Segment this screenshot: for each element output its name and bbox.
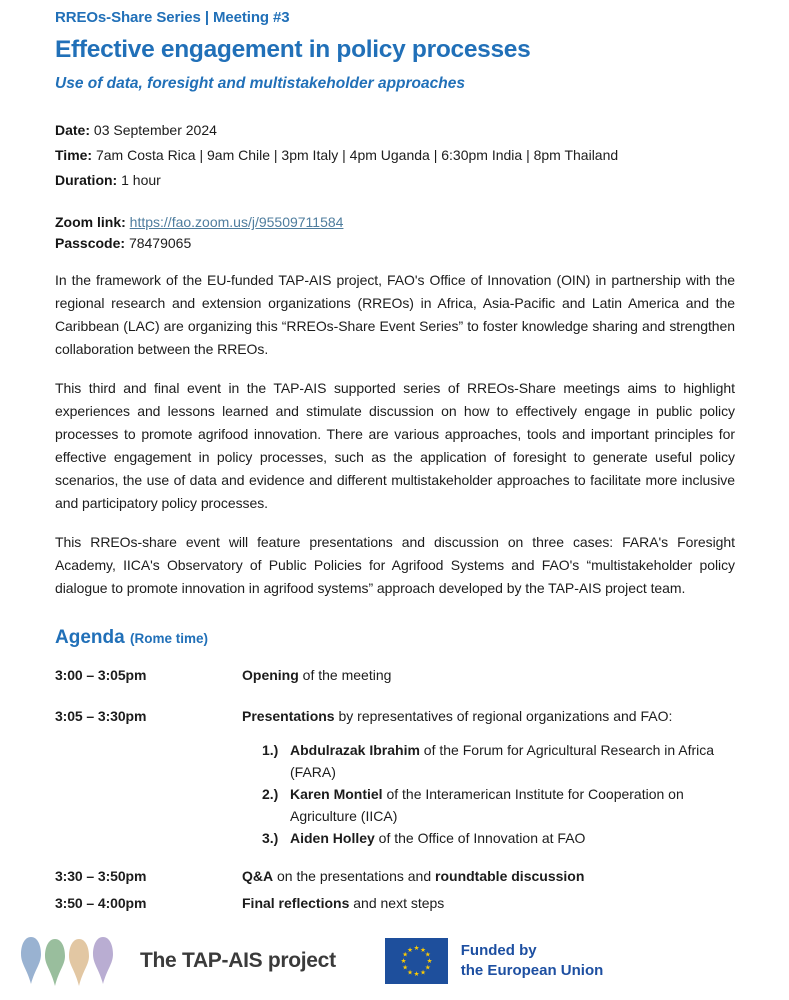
zoom-link-label: Zoom link:	[55, 214, 126, 230]
svg-text:★: ★	[419, 945, 426, 954]
agenda-row-qa	[55, 865, 735, 887]
agenda-description	[242, 865, 735, 887]
footer	[15, 932, 774, 990]
agenda-row-opening	[55, 664, 735, 686]
passcode-label: Passcode:	[55, 235, 126, 251]
intro-paragraph: In the framework of the EU-funded TAP-AIS project, FAO's Office of Innovation (OIN) in partnership with the regional research and extension organizations (RREOs) in Africa, Asia-Pacific and Latin America and the Caribbean (LAC) are organizing this “RREOs-Share Event Series” to foster knowledge sharing and strengthen collaboration between the RREOs.	[55, 272, 735, 357]
agenda-time: 3:50 – 4:00pm	[55, 895, 147, 911]
speaker-name: Aiden Holley	[290, 830, 375, 846]
duration-line	[55, 168, 735, 193]
event-description-paragraph: This third and final event in the TAP-AIS supported series of RREOs-Share meetings aims to highlight experiences and lessons learned and stimulate discussion on how to effectively engage in public policy processes to promote agrifood innovation. There are various approaches, tools and important principles for effective engagement in policy processes, such as the application of foresight to generate useful policy scenarios, the use of data and evidence and different multistakeholder approaches to facilitate more inclusive and participatory policy processes.	[55, 380, 735, 511]
eu-flag-icon	[385, 938, 448, 984]
eu-funding-text	[461, 941, 604, 981]
time-value: 7am Costa Rica | 9am Chile | 3pm Italy | 4pm Uganda | 6:30pm India | 8pm Thailand	[95, 147, 619, 163]
svg-text:★: ★	[424, 950, 431, 959]
agenda-description-lead: Final reflections	[242, 895, 350, 911]
agenda-description-rest: of the meeting	[298, 667, 392, 683]
page-title: Effective engagement in policy processes	[55, 36, 531, 63]
agenda-time: 3:30 – 3:50pm	[55, 868, 147, 884]
agenda-description-tail: roundtable discussion	[435, 868, 585, 884]
speaker-affiliation: of the Office of Innovation at FAO	[374, 830, 586, 846]
tapais-logo-group	[15, 932, 336, 990]
speaker-affiliation: of the Interamerican Institute for Cooperation on Agriculture (IICA)	[290, 786, 684, 824]
agenda-time: 3:00 – 3:05pm	[55, 667, 147, 683]
speakers-list	[55, 739, 735, 849]
series-kicker: RREOs-Share Series | Meeting #3	[55, 9, 290, 26]
svg-text:★: ★	[413, 944, 420, 953]
agenda-description-rest: on the presentations and	[273, 868, 436, 884]
svg-text:★: ★	[402, 963, 408, 972]
speaker-item	[262, 783, 735, 827]
svg-text:★: ★	[419, 968, 426, 977]
speaker-marker: 1.)	[262, 742, 279, 758]
agenda-description-rest: by representatives of regional organizations and FAO:	[334, 708, 673, 724]
passcode-value: 78479065	[128, 235, 192, 251]
agenda-description-lead: Presentations	[242, 708, 335, 724]
time-label: Time:	[55, 147, 93, 163]
speaker-text	[290, 783, 735, 827]
tapais-logo-icon	[15, 932, 133, 990]
agenda-row-final	[55, 892, 735, 914]
page-subtitle: Use of data, foresight and multistakeholder approaches	[55, 75, 465, 92]
agenda-heading-text: Agenda	[55, 627, 125, 648]
agenda-description-rest: and next steps	[349, 895, 445, 911]
speaker-text	[290, 827, 735, 849]
agenda-timezone-note: (Rome time)	[129, 631, 208, 646]
cases-paragraph: This RREOs-share event will feature presentations and discussion on three cases: FARA's Foresight Academy, IICA's Observatory of Public Policies for Agrifood Systems and FAO's “multistakeholder policy dialogue to promote innovation in agrifood systems” approach developed by the TAP-AIS project team.	[55, 534, 735, 596]
date-label: Date:	[55, 122, 91, 138]
svg-text:★: ★	[413, 970, 420, 979]
passcode-line	[55, 233, 735, 254]
time-line	[55, 143, 735, 168]
zoom-meeting-link[interactable]: https://fao.zoom.us/j/95509711584	[129, 214, 344, 230]
speaker-name: Abdulrazak Ibrahim	[290, 742, 420, 758]
event-meta	[55, 118, 735, 193]
zoom-link-line	[55, 212, 735, 233]
agenda-time: 3:05 – 3:30pm	[55, 708, 147, 724]
date-value: 03 September 2024	[93, 122, 217, 138]
agenda-description	[242, 664, 735, 686]
svg-text:★: ★	[406, 968, 413, 977]
eu-funding-line2: the European Union	[460, 962, 604, 979]
speaker-text	[290, 739, 735, 783]
agenda-heading	[55, 627, 735, 650]
agenda-row-presentations	[55, 705, 735, 727]
agenda-description	[242, 705, 735, 727]
speaker-item	[262, 827, 735, 849]
agenda-description-lead: Q&A	[242, 868, 274, 884]
agenda-description-lead: Opening	[242, 667, 299, 683]
zoom-details	[55, 212, 735, 254]
eu-funding-group	[385, 938, 604, 984]
duration-label: Duration:	[55, 172, 118, 188]
speaker-item	[262, 739, 735, 783]
date-line	[55, 118, 735, 143]
eu-funding-line1: Funded by	[460, 942, 537, 959]
svg-text:★: ★	[406, 945, 413, 954]
speaker-marker: 2.)	[262, 786, 279, 802]
speaker-marker: 3.)	[262, 830, 279, 846]
tapais-project-label: The TAP-AIS project	[140, 949, 336, 972]
duration-value: 1 hour	[121, 172, 161, 188]
svg-text:★: ★	[400, 957, 407, 966]
speaker-name: Karen Montiel	[290, 786, 383, 802]
speaker-affiliation: of the Forum for Agricultural Research in Africa (FARA)	[290, 742, 715, 780]
agenda-description	[242, 892, 735, 914]
svg-text:★: ★	[426, 957, 433, 966]
svg-text:★: ★	[424, 963, 431, 972]
svg-text:★: ★	[402, 950, 408, 959]
